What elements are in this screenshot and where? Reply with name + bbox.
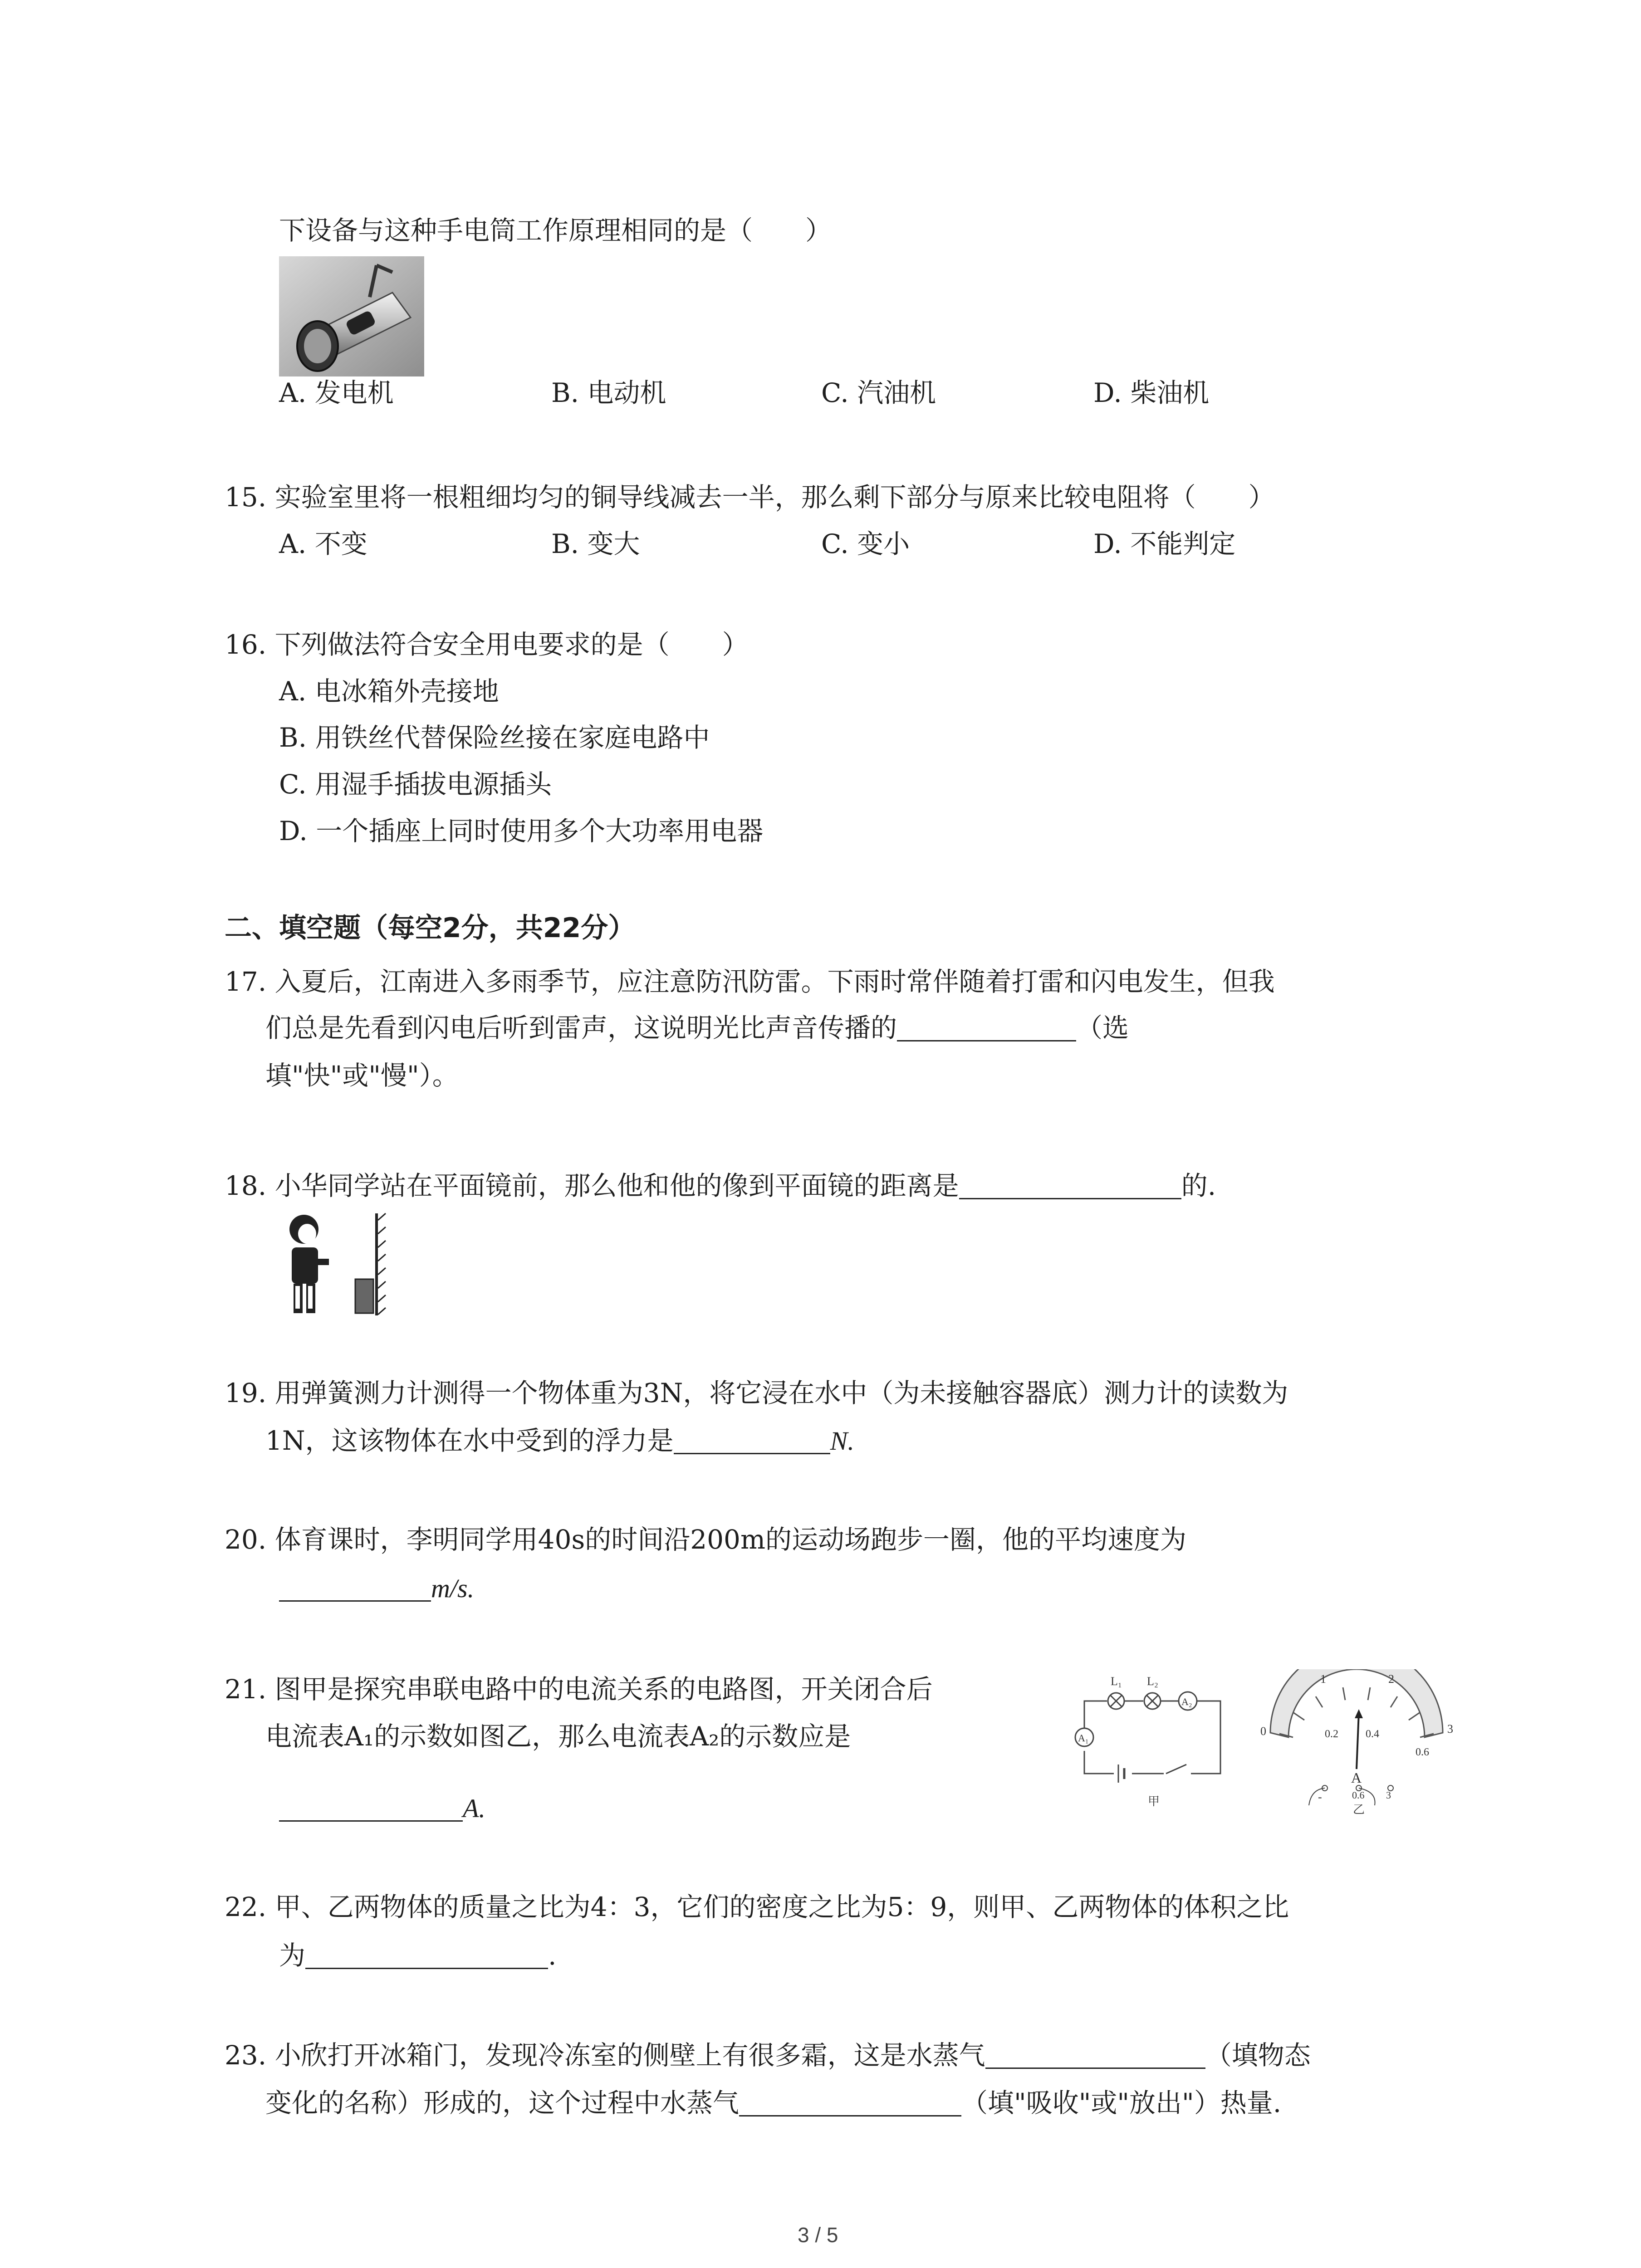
q14-option-a: A. 发电机 — [279, 377, 394, 408]
ammeter-dial-yi — [1252, 1669, 1461, 1814]
q21-line2: 电流表A₁的示数如图乙，那么电流表A₂的示数应是 — [265, 1721, 851, 1752]
answer-blank[interactable] — [279, 1795, 463, 1822]
label-l1: L₁ — [1111, 1675, 1122, 1688]
q14-option-b: B. 电动机 — [551, 377, 666, 408]
answer-blank[interactable] — [897, 1015, 1076, 1041]
q16-option-c: C. 用湿手插拔电源插头 — [279, 769, 552, 800]
answer-blank[interactable] — [739, 2090, 961, 2116]
q22-line2: 为 . — [279, 1940, 557, 1971]
q16-option-a: A. 电冰箱外壳接地 — [279, 676, 499, 707]
q23-line2: 变化的名称）形成的，这个过程中水蒸气 （填"吸收"或"放出"）热量. — [265, 2087, 1282, 2118]
q15-option-b: B. 变大 — [551, 528, 640, 559]
q20-line2: m/s. — [279, 1572, 474, 1605]
answer-blank[interactable] — [305, 1942, 548, 1969]
label-jia: 甲 — [1148, 1795, 1160, 1809]
q19-line2: 1N，这该物体在水中受到的浮力是 N. — [265, 1425, 854, 1456]
q21-line1: 21. 图甲是探究串联电路中的电流关系的电路图，开关闭合后 — [225, 1674, 933, 1705]
answer-blank[interactable] — [279, 1575, 431, 1602]
scale-02: 0.2 — [1325, 1728, 1338, 1740]
boy-mirror-figure — [279, 1211, 402, 1320]
terminal-minus: - — [1318, 1790, 1322, 1804]
tick-2: 2 — [1388, 1672, 1394, 1686]
q19-line1: 19. 用弹簧测力计测得一个物体重为3N，将它浸在水中（为未接触容器底）测力计的读数为 — [225, 1378, 1288, 1408]
q15-option-a: A. 不变 — [279, 528, 367, 559]
tick-3: 3 — [1447, 1722, 1453, 1735]
q16-option-d: D. 一个插座上同时使用多个大功率用电器 — [279, 816, 764, 846]
label-l2: L₂ — [1147, 1675, 1158, 1688]
q17-line2: 们总是先看到闪电后听到雷声，这说明光比声音传播的 （选 — [265, 1012, 1129, 1043]
label-a-unit: A — [1351, 1769, 1362, 1786]
q17-line1: 17. 入夏后，江南进入多雨季节，应注意防汛防雷。下雨时常伴随着打雷和闪电发生，但我 — [225, 966, 1275, 997]
page-number: 3 / 5 — [798, 2223, 838, 2247]
q14-option-c: C. 汽油机 — [821, 377, 936, 408]
tick-1: 1 — [1320, 1672, 1326, 1686]
scale-04: 0.4 — [1366, 1728, 1379, 1740]
section-heading: 二、填空题（每空2分，共22分） — [225, 912, 636, 944]
answer-blank[interactable] — [985, 2042, 1205, 2069]
q18-text: 18. 小华同学站在平面镜前，那么他和他的像到平面镜的距离是 的. — [225, 1170, 1216, 1201]
tick-0: 0 — [1260, 1725, 1266, 1738]
label-a2: A₂ — [1181, 1696, 1192, 1707]
answer-blank[interactable] — [674, 1427, 830, 1454]
q17-line3: 填"快"或"慢"）。 — [265, 1060, 459, 1091]
q22-line1: 22. 甲、乙两物体的质量之比为4：3，它们的密度之比为5：9，则甲、乙两物体的体积之比 — [225, 1892, 1289, 1922]
q20-line1: 20. 体育课时，李明同学用40s的时间沿200m的运动场跑步一圈，他的平均速度为 — [225, 1524, 1186, 1555]
answer-blank[interactable] — [959, 1173, 1181, 1199]
circuit-diagram-jia — [1071, 1674, 1243, 1810]
q14-option-d: D. 柴油机 — [1093, 377, 1210, 408]
terminal-3: 3 — [1386, 1789, 1391, 1801]
flashlight-image — [279, 256, 424, 376]
q15-stem: 15. 实验室里将一根粗细均匀的铜导线减去一半，那么剩下部分与原来比较电阻将（ ） — [225, 482, 1275, 513]
q14-stem: 下设备与这种手电筒工作原理相同的是（ ） — [279, 215, 832, 246]
q16-option-b: B. 用铁丝代替保险丝接在家庭电路中 — [279, 722, 710, 753]
scale-06: 0.6 — [1416, 1746, 1429, 1758]
q15-option-c: C. 变小 — [821, 528, 910, 559]
label-yi: 乙 — [1353, 1803, 1365, 1814]
terminal-06: 0.6 — [1352, 1789, 1365, 1801]
q21-line3: A. — [279, 1792, 485, 1825]
q23-line1: 23. 小欣打开冰箱门，发现冷冻室的侧壁上有很多霜，这是水蒸气 （填物态 — [225, 2040, 1311, 2071]
q16-stem: 16. 下列做法符合安全用电要求的是（ ） — [225, 629, 749, 660]
q15-option-d: D. 不能判定 — [1093, 528, 1236, 559]
label-a1: A₁ — [1078, 1732, 1089, 1744]
